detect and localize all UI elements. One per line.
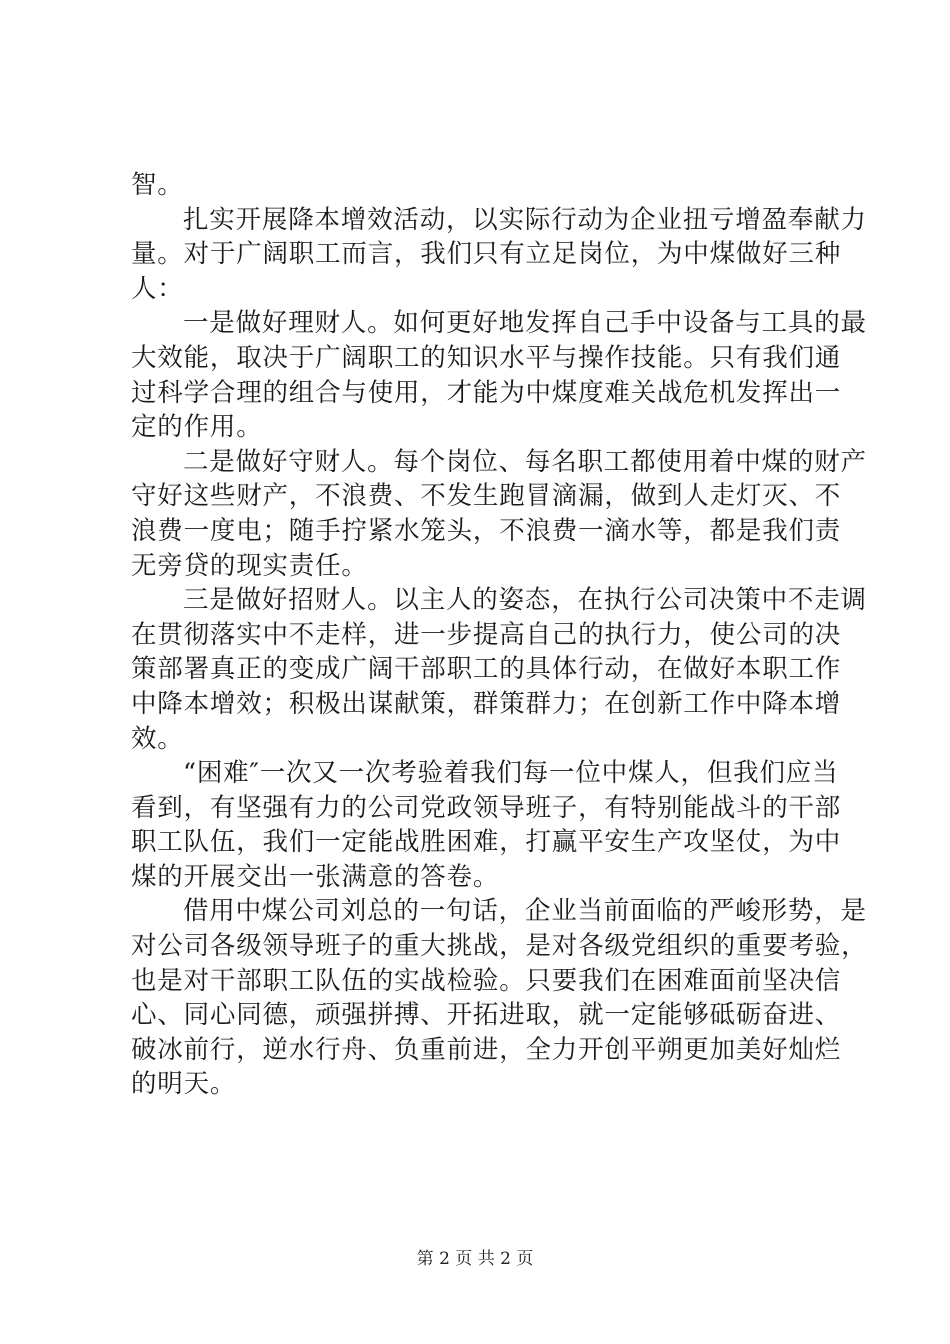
text-line: [131, 998, 842, 1033]
text-line: [131, 479, 842, 514]
text-line: [131, 237, 842, 272]
text-line-content: 在贯彻落实中不走样，进一步提高自己的执行力，使公司的决: [131, 619, 842, 650]
text-line: [131, 168, 831, 203]
text-line-content: 煤的开展交出一张满意的答卷。: [131, 861, 500, 892]
text-line: [131, 445, 867, 480]
text-line-content: “困难″一次又一次考验着我们每一位中煤人，但我们应当: [183, 758, 839, 789]
text-line: [131, 929, 868, 964]
text-line: [131, 514, 842, 549]
text-line-content: 大效能，取决于广阔职工的知识水平与操作技能。只有我们通: [131, 342, 842, 373]
text-line: [131, 652, 842, 687]
text-line: [131, 376, 842, 411]
text-line-content: 扎实开展降本增效活动，以实际行动为企业扭亏增盈奉献力: [183, 204, 867, 235]
text-line: [131, 756, 839, 791]
text-line-content: 二是做好守财人。每个岗位、每名职工都使用着中煤的财产: [183, 446, 867, 477]
text-line: [131, 1033, 842, 1068]
text-line: [131, 618, 842, 653]
text-line-content: 人：: [131, 273, 184, 304]
text-line-content: 破冰前行，逆水行舟、负重前进，全力开创平朔更加美好灿烂: [131, 1034, 842, 1065]
text-line: [131, 1067, 831, 1102]
text-line-content: 守好这些财产，不浪费、不发生跑冒滴漏，做到人走灯灭、不: [131, 481, 842, 512]
page-footer: 第 2 页 共 2 页: [416, 1249, 534, 1269]
text-line: [131, 341, 842, 376]
text-line-content: 借用中煤公司刘总的一句话，企业当前面临的严峻形势，是: [183, 896, 867, 927]
text-line-content: 浪费一度电；随手拧紧水笼头，不浪费一滴水等，都是我们责: [131, 515, 842, 546]
text-line: [131, 825, 842, 860]
text-line-content: 量。对于广阔职工而言，我们只有立足岗位，为中煤做好三种: [131, 239, 842, 270]
text-line-content: 一是做好理财人。如何更好地发挥自己手中设备与工具的最: [183, 308, 867, 339]
text-line-content: 对公司各级领导班子的重大挑战，是对各级党组织的重要考验，: [131, 931, 868, 962]
text-line-content: 中降本增效；积极出谋献策，群策群力；在创新工作中降本增: [131, 688, 842, 719]
text-line: [131, 964, 842, 999]
text-line-content: 看到，有坚强有力的公司党政领导班子，有特别能战斗的干部: [131, 792, 842, 823]
text-line: [131, 549, 831, 584]
text-line: [131, 583, 867, 618]
text-line-content: 过科学合理的组合与使用，才能为中煤度难关战危机发挥出一: [131, 377, 842, 408]
text-line: [131, 687, 842, 722]
text-line: [131, 272, 831, 307]
document-body: [131, 168, 868, 1102]
text-line-content: 效。: [131, 723, 184, 754]
text-line-content: 智。: [131, 170, 184, 200]
text-line-content: 定的作用。: [131, 412, 263, 443]
text-line: [131, 722, 831, 757]
text-line-content: 也是对干部职工队伍的实战检验。只要我们在困难面前坚决信: [131, 965, 842, 996]
text-line: [131, 860, 831, 895]
text-line-content: 三是做好招财人。以主人的姿态，在执行公司决策中不走调: [183, 585, 867, 616]
text-line: [131, 894, 867, 929]
text-line-content: 职工队伍，我们一定能战胜困难，打赢平安生产攻坚仗，为中: [131, 827, 842, 858]
text-line: [131, 791, 842, 826]
text-line-content: 无旁贷的现实责任。: [131, 550, 368, 581]
text-line: [131, 306, 867, 341]
text-line: [131, 203, 867, 238]
text-line-content: 的明天。: [131, 1069, 237, 1100]
text-line-content: 策部署真正的变成广阔干部职工的具体行动，在做好本职工作: [131, 654, 842, 685]
text-line: [131, 410, 831, 445]
text-line-content: 心、同心同德，顽强拼搏、开拓进取，就一定能够砥砺奋进、: [131, 1000, 842, 1031]
